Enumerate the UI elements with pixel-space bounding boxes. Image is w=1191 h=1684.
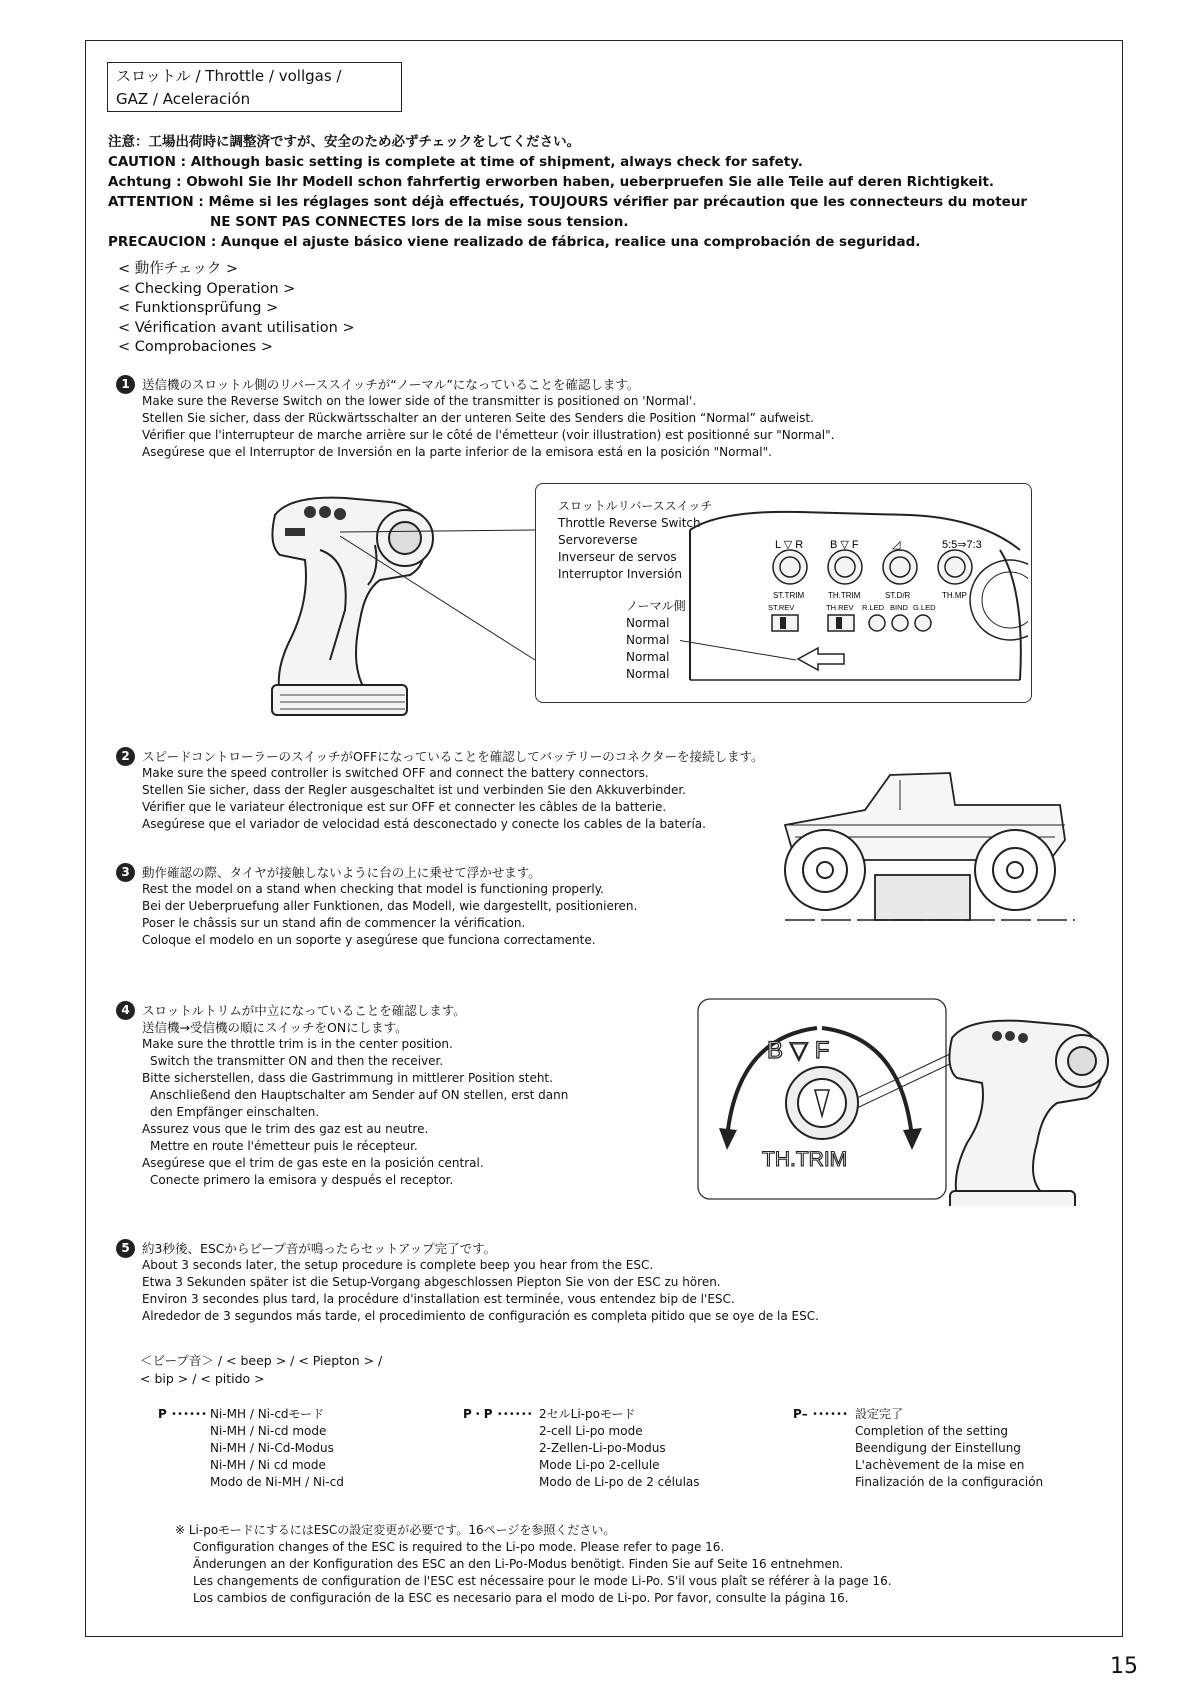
panel-top-label: ◿: [892, 539, 901, 551]
step-line: Stellen Sie sicher, dass der Rückwärtsschalter an der unteren Seite des Senders die Position “Normal” aufweist.: [142, 411, 814, 425]
caution-line: PRECAUCION : Aunque el ajuste básico viene realizado de fábrica, realice una comprobación de seguridad.: [108, 234, 921, 250]
switch-label-line: Throttle Reverse Switch: [558, 516, 701, 530]
caution-block: [108, 132, 1108, 252]
step-line: Assurez vous que le trim des gaz est au neutre.: [142, 1122, 429, 1136]
beep-desc-line: 2-Zellen-Li-po-Modus: [539, 1441, 666, 1455]
caution-line: ATTENTION : Même si les réglages sont déjà effectués, TOUJOURS vérifier par précaution que les connecteurs du moteur: [108, 194, 1028, 210]
switch-label-line: Servoreverse: [558, 533, 638, 547]
truck-on-stand-illustration: [775, 765, 1080, 925]
caution-line: CAUTION : Although basic setting is complete at time of shipment, always check for safety.: [108, 154, 803, 170]
step-line: Rest the model on a stand when checking that model is functioning properly.: [142, 882, 604, 896]
switch-label-line: スロットルリバーススイッチ: [558, 499, 713, 513]
step-line: Conecte primero la emisora y después el receptor.: [150, 1173, 454, 1187]
step-5: [121, 1240, 819, 1325]
step-line: Make sure the Reverse Switch on the lower side of the transmitter is positioned on 'Normal'.: [142, 394, 697, 408]
caution-line: 注意：工場出荷時に調整済ですが、安全のため必ずチェックをしてください。: [108, 134, 581, 150]
beep-desc-line: 設定完了: [855, 1407, 904, 1421]
checking-heading-line: < 動作チェック >: [118, 261, 239, 277]
step-line: 送信機→受信機の順にスイッチをONにします。: [142, 1020, 408, 1035]
note-line: Configuration changes of the ESC is required to the Li-po mode. Please refer to page 16.: [193, 1540, 725, 1554]
beep-desc-line: Ni-MH / Ni-cdモード: [210, 1407, 325, 1421]
step-line: Etwa 3 Sekunden später ist die Setup-Vorgang abgeschlossen Piepton Sie von der ESC zu hören.: [142, 1275, 721, 1289]
beep-title-line: < bip > / < pitido >: [140, 1371, 265, 1386]
beep-desc-line: Ni-MH / Ni-Cd-Modus: [210, 1441, 334, 1455]
checking-heading-line: < Funktionsprüfung >: [118, 300, 279, 316]
page-number: 15: [1110, 1654, 1138, 1679]
beep-desc-line: L'achèvement de la mise en: [855, 1458, 1025, 1472]
beep-desc-line: Ni-MH / Ni cd mode: [210, 1458, 326, 1472]
step-line: スピードコントローラーのスイッチがOFFになっていることを確認してバッテリーのコネクターを接続します。: [142, 749, 764, 764]
step-line: 動作確認の際、タイヤが接触しないように台の上に乗せて浮かせます。: [142, 865, 541, 880]
trim-direction-label: B ▽ F: [767, 1037, 830, 1064]
beep-legend-title: [140, 1352, 382, 1388]
panel-top-label: L ▽ R: [775, 539, 804, 551]
step-number: 3: [116, 863, 135, 882]
panel-switch-label: BIND: [890, 603, 908, 612]
step-line: Asegúrese que el variador de velocidad está desconectado y conecte los cables de la batería.: [142, 817, 706, 831]
lipo-note: [175, 1522, 892, 1607]
checking-heading-line: < Vérification avant utilisation >: [118, 319, 355, 336]
step-line: den Empfänger einschalten.: [150, 1105, 320, 1119]
beep-desc-line: Finalización de la configuración: [855, 1475, 1044, 1489]
step-line: Switch the transmitter ON and then the receiver.: [150, 1054, 444, 1068]
beep-symbol: P・P ･･････: [463, 1407, 533, 1421]
beep-desc-line: Beendigung der Einstellung: [855, 1441, 1021, 1455]
switch-label-line: Interruptor Inversión: [558, 567, 683, 581]
panel-switch-label: ST.REV: [768, 603, 795, 612]
step-line: スロットルトリムが中立になっていることを確認します。: [142, 1003, 466, 1018]
beep-symbol: P– ･･････: [793, 1407, 848, 1421]
step-1: [121, 376, 835, 461]
switch-label-line: Inverseur de servos: [558, 550, 677, 564]
step-line: Bei der Ueberpruefung aller Funktionen, das Modell, wie dargestellt, positionieren.: [142, 899, 638, 913]
normal-label-line: Normal: [626, 633, 670, 647]
control-panel-illustration: [680, 490, 1028, 695]
step-2: [121, 748, 764, 833]
panel-top-label: 5:5⇒7:3: [942, 539, 982, 551]
panel-switch-label: G.LED: [913, 603, 936, 612]
panel-knob-label: ST.TRIM: [773, 591, 805, 600]
step-number: 5: [116, 1239, 135, 1258]
panel-knob-label: TH.MP: [942, 591, 967, 600]
beep-symbol: P ･･････: [158, 1407, 207, 1421]
beep-desc-line: 2-cell Li-po mode: [539, 1424, 643, 1438]
step-line: Vérifier que le variateur électronique est sur OFF et connecter les câbles de la batterie.: [142, 800, 667, 814]
checking-heading-line: < Comprobaciones >: [118, 339, 273, 355]
panel-knob-label: ST.D/R: [885, 591, 911, 600]
step-line: Asegúrese que el Interruptor de Inversión en la parte inferior de la emisora está en la posición "Normal".: [142, 445, 772, 459]
step-number: 4: [116, 1001, 135, 1020]
section-title-line: スロットル / Throttle / vollgas /: [116, 67, 342, 85]
caution-line: NE SONT PAS CONNECTES lors de la mise sous tension.: [210, 214, 629, 230]
note-line: Les changements de configuration de l'ESC est nécessaire pour le mode Li-Po. S'il vous plaît se référer à la page 16.: [193, 1574, 892, 1588]
normal-label-line: Normal: [626, 650, 670, 664]
section-title-line: GAZ / Aceleración: [116, 90, 251, 108]
panel-knob-label: TH.TRIM: [828, 591, 861, 600]
note-line: ※ Li-poモードにするにはESCの設定変更が必要です。16ページを参照ください。: [175, 1523, 616, 1537]
normal-label: [626, 598, 686, 683]
step-line: Stellen Sie sicher, dass der Regler ausgeschaltet ist und verbinden Sie den Akkuverbinder.: [142, 783, 686, 797]
step-line: 送信機のスロットル側のリバーススイッチが“ノーマル”になっていることを確認します。: [142, 377, 640, 392]
section-title-box: [107, 62, 402, 112]
beep-desc-line: Completion of the setting: [855, 1424, 1009, 1438]
beep-desc-line: Mode Li-po 2-cellule: [539, 1458, 660, 1472]
step-line: About 3 seconds later, the setup procedure is complete beep you hear from the ESC.: [142, 1258, 654, 1272]
step-line: Vérifier que l'interrupteur de marche arrière sur le côté de l'émetteur (voir illustration) est positionné sur "Normal".: [142, 428, 835, 442]
step-line: Poser le châssis sur un stand afin de commencer la vérification.: [142, 916, 526, 930]
step-line: Anschließend den Hauptschalter am Sender auf ON stellen, erst dann: [150, 1088, 569, 1102]
step-line: Environ 3 secondes plus tard, la procédure d'installation est terminée, vous entendez bip de l'ESC.: [142, 1292, 735, 1306]
normal-label-line: Normal: [626, 616, 670, 630]
caution-line: Achtung : Obwohl Sie Ihr Modell schon fahrfertig erworben haben, ueberpruefen Sie alle Teile auf deren Richtigkeit.: [108, 174, 995, 190]
step-line: Coloque el modelo en un soporte y asegúrese que funciona correctamente.: [142, 933, 596, 947]
normal-label-line: Normal: [626, 667, 670, 681]
throttle-trim-illustration: [697, 998, 1122, 1206]
beep-title-line: ＜ビープ音＞ / < beep > / < Piepton > /: [140, 1353, 383, 1368]
beep-desc-line: Modo de Ni-MH / Ni-cd: [210, 1475, 344, 1489]
note-line: Änderungen an der Konfiguration des ESC an den Li-Po-Modus benötigt. Finden Sie auf Seite 16 entnehmen.: [193, 1557, 844, 1571]
step-4: [121, 1002, 569, 1189]
beep-desc-line: 2セルLi-poモード: [539, 1407, 636, 1421]
checking-heading-line: < Checking Operation >: [118, 280, 296, 297]
step-line: Alrededor de 3 segundos más tarde, el procedimiento de configuración es completa pitido que se oye de la ESC.: [142, 1309, 819, 1323]
panel-switch-label: TH.REV: [826, 603, 854, 612]
beep-desc-line: Modo de Li-po de 2 células: [539, 1475, 700, 1489]
beep-desc-line: Ni-MH / Ni-cd mode: [210, 1424, 327, 1438]
trim-knob-label: TH.TRIM: [762, 1148, 848, 1171]
step-number: 2: [116, 747, 135, 766]
step-line: Make sure the speed controller is switched OFF and connect the battery connectors.: [142, 766, 649, 780]
step-line: Bitte sicherstellen, dass die Gastrimmung in mittlerer Position steht.: [142, 1071, 553, 1085]
checking-heading: [118, 260, 355, 358]
beep-desc: [855, 1406, 1043, 1491]
step-number: 1: [116, 375, 135, 394]
callout-leader-lines: [340, 520, 540, 670]
step-line: Make sure the throttle trim is in the center position.: [142, 1037, 453, 1051]
beep-desc: [539, 1406, 700, 1491]
panel-top-label: B ▽ F: [830, 539, 859, 551]
panel-switch-label: R.LED: [862, 603, 885, 612]
note-line: Los cambios de configuración de la ESC es necesario para el modo de Li-po. Por favor, consulte la página 16.: [193, 1591, 849, 1605]
step-line: Asegúrese que el trim de gas este en la posición central.: [142, 1156, 484, 1170]
normal-label-line: ノーマル側: [626, 599, 686, 613]
step-line: 約3秒後、ESCからビープ音が鳴ったらセットアップ完了です。: [142, 1241, 497, 1256]
beep-desc: [210, 1406, 344, 1491]
step-line: Mettre en route l'émetteur puis le récepteur.: [150, 1139, 418, 1153]
step-3: [121, 864, 638, 949]
